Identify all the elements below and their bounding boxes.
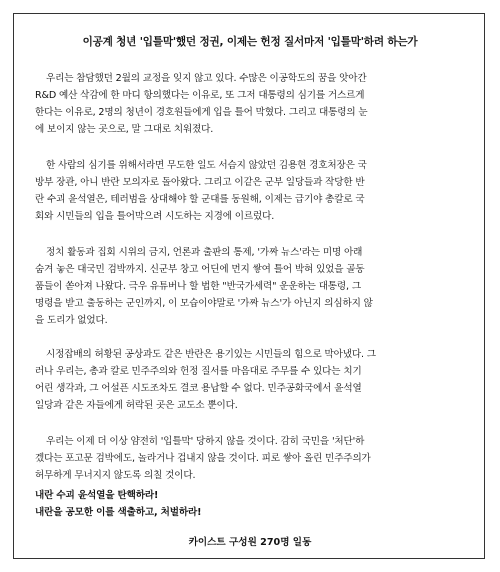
paragraph-line: 숨겨 놓은 대국민 검박까지. 신군부 창고 어딘에 먼지 쌓여 틀어 박혀 있었을 골동 [35,264,365,275]
paragraph-line: 품들이 쏟아져 나왔다. 극우 유튜버나 할 법한 "반국가세력" 운운하는 대통령, 그 [35,281,361,292]
paragraph-5 [35,433,465,484]
paragraph-2 [35,157,465,225]
paragraph-line: 회와 시민들의 입을 틀어막으려 시도하는 지경에 이르렀다. [35,211,275,222]
paragraph-line: 에 보이지 않는 곳으로, 말 그대로 치워졌다. [35,124,214,135]
paragraph-line: 허무하게 무너지지 않도록 의칠 것이다. [35,470,196,481]
paragraph-1 [35,70,465,138]
paragraph-line: 일당과 같은 자들에게 허락된 곳은 교도소 뿐이다. [35,400,238,411]
paragraph-line: 어린 생각과, 그 어설픈 시도조차도 결코 용납할 수 없다. 민주공화국에서 윤석열 [35,383,362,394]
paragraph-line: 란 수괴 윤석열은, 테러범을 상대해야 할 군대를 동원해, 이제는 급기야 총칼로 국 [35,194,365,205]
signature: 카이스트 구성원 270명 일동 [188,537,312,548]
paragraph-line: 을 도리가 없었다. [35,315,108,326]
paragraph-line: 우리는 이제 더 이상 얌전히 '입틀막' 당하지 않을 것이다. 감히 국민을 '처단'하 [46,436,365,447]
paragraph-line: 정치 활동과 집회 시위의 금지, 언론과 출판의 통제, '가짜 뉴스'라는 미명 아래 [46,247,363,258]
paragraph-4 [35,346,465,414]
closing-slogans [35,487,465,521]
paragraph-3 [35,244,465,329]
paragraph-line: 겠다는 포고문 검박에도, 놀라거나 겁내지 않을 것이다. 피로 쌓아 올린 민주주의가 [35,453,371,464]
paragraph-line: 시정잡배의 허황된 공상과도 같은 반란은 용기있는 시민들의 힘으로 막아냈다. 그 [46,349,376,360]
paragraph-line: 명령을 받고 출동하는 군인까지, 이 모습이야말로 '가짜 뉴스'가 아닌지 의심하지 않 [35,298,373,309]
slogan-line: 내란을 공모한 이를 색출하고, 처벌하라! [35,507,202,518]
paragraph-line: R&D 예산 삭감에 한 마디 항의했다는 이유로, 또 그저 대통령의 심기를 거스르게 [35,90,365,101]
paragraph-line: 한 사람의 심기를 위해서라면 무도한 일도 서슴지 않았던 김용현 경호처장은 국 [46,160,367,171]
slogan-line: 내란 수괴 윤석열을 탄핵하라! [35,490,159,501]
paragraph-line: 러나 우리는, 총과 칼로 민주주의와 헌정 질서를 마음대로 주무를 수 있다는 치기 [35,366,362,377]
paragraph-line: 방부 장관, 아니 반란 모의자로 돌아왔다. 그리고 이같은 군부 일당들과 작당한 반 [35,177,365,188]
statement-title: 이공계 청년 '입틀막'했던 정권, 이제는 헌정 질서마저 '입틀막'하려 하는가 [82,36,418,48]
paragraph-line: 한다는 이유로, 2명의 청년이 경호원들에게 입을 틀어 막혔다. 그리고 대통령의 눈 [35,107,368,118]
paragraph-line: 우리는 참담했던 2월의 교정을 잊지 않고 있다. 수많은 이공학도의 꿈을 앗아간 [46,73,367,84]
